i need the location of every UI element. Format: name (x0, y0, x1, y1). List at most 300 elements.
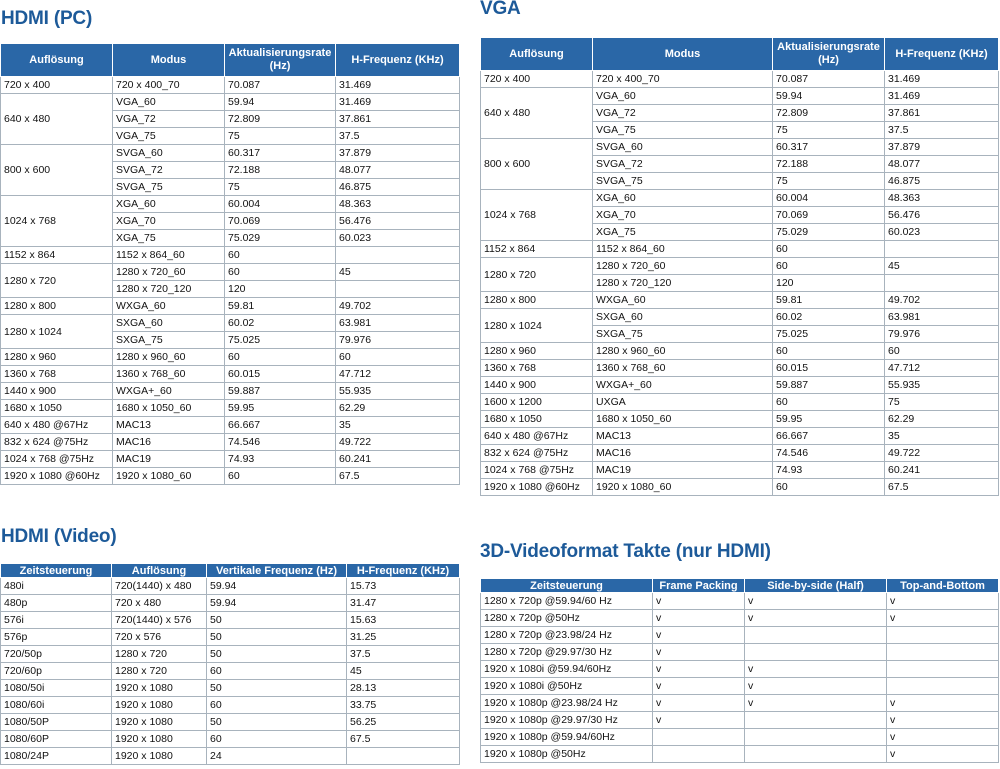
mode-cell: 1280 x 720_60 (113, 264, 225, 281)
h-frequency-cell: 67.5 (336, 468, 460, 485)
header-timing: Zeitsteuerung (1, 564, 112, 578)
h-frequency-cell: 60.241 (885, 462, 999, 479)
table-row (481, 746, 999, 763)
refresh-rate-cell: 75.029 (225, 230, 336, 247)
table-cell: 50 (207, 680, 347, 697)
hdmi-pc-timing-table (0, 43, 460, 485)
table-row (1, 697, 460, 714)
table-cell: v (653, 712, 745, 729)
mode-cell: 1360 x 768_60 (593, 360, 773, 377)
table-cell: v (653, 593, 745, 610)
h-frequency-cell: 47.712 (336, 366, 460, 383)
table-row (481, 360, 999, 377)
mode-cell: XGA_75 (113, 230, 225, 247)
resolution-cell: 832 x 624 @75Hz (481, 445, 593, 462)
mode-cell: 720 x 400_70 (113, 77, 225, 94)
refresh-rate-cell: 75 (225, 128, 336, 145)
table-row (1, 366, 460, 383)
refresh-rate-cell: 70.087 (225, 77, 336, 94)
mode-cell: 1920 x 1080_60 (593, 479, 773, 496)
table-cell: 1280 x 720p @29.97/30 Hz (481, 644, 653, 661)
table-cell: 1920 x 1080i @59.94/60Hz (481, 661, 653, 678)
table-row (481, 258, 999, 275)
refresh-rate-cell: 75.025 (773, 326, 885, 343)
resolution-cell: 1680 x 1050 (1, 400, 113, 417)
h-frequency-cell (885, 275, 999, 292)
refresh-rate-cell: 74.93 (225, 451, 336, 468)
table-row (1, 298, 460, 315)
table-cell: v (887, 610, 999, 627)
refresh-rate-cell: 60 (773, 479, 885, 496)
refresh-rate-cell: 72.809 (773, 105, 885, 122)
mode-cell: MAC16 (593, 445, 773, 462)
table-cell: 576p (1, 629, 112, 646)
refresh-rate-cell: 60.317 (225, 145, 336, 162)
table-cell: 576i (1, 612, 112, 629)
h-frequency-cell: 46.875 (885, 173, 999, 190)
table-cell: 24 (207, 748, 347, 765)
header-refresh-rate: Aktualisierungsrate (Hz) (773, 38, 885, 71)
table-row (481, 88, 999, 105)
refresh-rate-cell: 74.93 (773, 462, 885, 479)
table-cell: 1280 x 720p @50Hz (481, 610, 653, 627)
table-cell (745, 746, 887, 763)
resolution-cell: 1152 x 864 (481, 241, 593, 258)
table-row (1, 578, 460, 595)
vga-timing-table (480, 37, 999, 496)
section-title-vga: VGA (480, 0, 521, 19)
h-frequency-cell: 31.469 (885, 88, 999, 105)
refresh-rate-cell: 60.015 (773, 360, 885, 377)
resolution-cell: 1360 x 768 (1, 366, 113, 383)
table-cell: 67.5 (347, 731, 460, 748)
resolution-cell: 1024 x 768 (481, 190, 593, 241)
h-frequency-cell (336, 247, 460, 264)
refresh-rate-cell: 74.546 (773, 445, 885, 462)
mode-cell: SXGA_60 (593, 309, 773, 326)
table-cell: 480p (1, 595, 112, 612)
table-cell (887, 678, 999, 695)
h-frequency-cell: 45 (885, 258, 999, 275)
table-cell: 720/60p (1, 663, 112, 680)
resolution-cell: 1680 x 1050 (481, 411, 593, 428)
table-row (1, 94, 460, 111)
refresh-rate-cell: 59.887 (773, 377, 885, 394)
mode-cell: 1152 x 864_60 (593, 241, 773, 258)
mode-cell: SXGA_60 (113, 315, 225, 332)
table-row (1, 714, 460, 731)
table-row (1, 315, 460, 332)
h-frequency-cell: 35 (336, 417, 460, 434)
table-cell: 480i (1, 578, 112, 595)
table-cell: 15.63 (347, 612, 460, 629)
h-frequency-cell: 37.5 (885, 122, 999, 139)
h-frequency-cell: 55.935 (336, 383, 460, 400)
table-row (1, 77, 460, 94)
table-row (481, 479, 999, 496)
table-cell: 1920 x 1080 (112, 731, 207, 748)
refresh-rate-cell: 70.069 (225, 213, 336, 230)
table-cell: v (653, 678, 745, 695)
header-mode: Modus (113, 44, 225, 77)
mode-cell: 1152 x 864_60 (113, 247, 225, 264)
mode-cell: VGA_75 (113, 128, 225, 145)
h-frequency-cell: 56.476 (336, 213, 460, 230)
table-cell: v (887, 712, 999, 729)
h-frequency-cell: 79.976 (885, 326, 999, 343)
refresh-rate-cell: 120 (773, 275, 885, 292)
table-row (481, 428, 999, 445)
h-frequency-cell: 46.875 (336, 179, 460, 196)
mode-cell: SVGA_72 (113, 162, 225, 179)
table-row (481, 377, 999, 394)
table-cell: 31.47 (347, 595, 460, 612)
resolution-cell: 1024 x 768 (1, 196, 113, 247)
table-cell: 1280 x 720 (112, 646, 207, 663)
table-row (1, 196, 460, 213)
table-row (1, 595, 460, 612)
resolution-cell: 1920 x 1080 @60Hz (1, 468, 113, 485)
table-row (1, 629, 460, 646)
mode-cell: VGA_72 (113, 111, 225, 128)
refresh-rate-cell: 60.02 (773, 309, 885, 326)
resolution-cell: 640 x 480 @67Hz (1, 417, 113, 434)
header-timing: Zeitsteuerung (481, 579, 653, 593)
table-cell: 720(1440) x 576 (112, 612, 207, 629)
h-frequency-cell (885, 241, 999, 258)
hdmi-video-table-body (1, 578, 460, 765)
h-frequency-cell: 47.712 (885, 360, 999, 377)
resolution-cell: 1440 x 900 (1, 383, 113, 400)
table-row (1, 417, 460, 434)
h-frequency-cell: 48.077 (885, 156, 999, 173)
table-cell: 60 (207, 731, 347, 748)
mode-cell: WXGA_60 (593, 292, 773, 309)
table-row (481, 644, 999, 661)
header-refresh-rate: Aktualisierungsrate (Hz) (225, 44, 336, 77)
hdmi-pc-table-body (1, 77, 460, 485)
table-row (1, 349, 460, 366)
mode-cell: XGA_70 (113, 213, 225, 230)
table-row (481, 309, 999, 326)
refresh-rate-cell: 59.95 (225, 400, 336, 417)
section-title-hdmi-pc: HDMI (PC) (1, 8, 93, 29)
resolution-cell: 1280 x 960 (481, 343, 593, 360)
table-cell: 720 x 576 (112, 629, 207, 646)
table-cell: v (745, 593, 887, 610)
table-cell: 50 (207, 629, 347, 646)
table-row (481, 190, 999, 207)
refresh-rate-cell: 75 (225, 179, 336, 196)
h-frequency-cell: 37.861 (885, 105, 999, 122)
table-cell: 50 (207, 612, 347, 629)
header-h-frequency: H-Frequenz (KHz) (347, 564, 460, 578)
resolution-cell: 1024 x 768 @75Hz (1, 451, 113, 468)
refresh-rate-cell: 74.546 (225, 434, 336, 451)
resolution-cell: 1280 x 720 (1, 264, 113, 298)
table-row (1, 731, 460, 748)
table-row (481, 411, 999, 428)
resolution-cell: 1024 x 768 @75Hz (481, 462, 593, 479)
mode-cell: XGA_60 (593, 190, 773, 207)
header-resolution: Auflösung (481, 38, 593, 71)
table-row (481, 610, 999, 627)
h-frequency-cell: 75 (885, 394, 999, 411)
table-cell: 1920 x 1080i @50Hz (481, 678, 653, 695)
mode-cell: MAC19 (113, 451, 225, 468)
resolution-cell: 1152 x 864 (1, 247, 113, 264)
h-frequency-cell: 37.879 (885, 139, 999, 156)
table-cell: 1280 x 720p @23.98/24 Hz (481, 627, 653, 644)
table-cell: v (653, 627, 745, 644)
table-cell: v (745, 678, 887, 695)
header-resolution: Auflösung (112, 564, 207, 578)
mode-cell: XGA_70 (593, 207, 773, 224)
table-row (481, 462, 999, 479)
table-cell (887, 661, 999, 678)
mode-cell: WXGA+_60 (113, 383, 225, 400)
mode-cell: 1280 x 720_60 (593, 258, 773, 275)
refresh-rate-cell: 59.81 (773, 292, 885, 309)
table-cell (653, 746, 745, 763)
resolution-cell: 720 x 400 (1, 77, 113, 94)
mode-cell: SVGA_60 (593, 139, 773, 156)
table-row (1, 468, 460, 485)
table-row (481, 729, 999, 746)
table-row (1, 663, 460, 680)
mode-cell: VGA_72 (593, 105, 773, 122)
resolution-cell: 640 x 480 @67Hz (481, 428, 593, 445)
refresh-rate-cell: 75 (773, 122, 885, 139)
table-row (1, 680, 460, 697)
mode-cell: WXGA+_60 (593, 377, 773, 394)
refresh-rate-cell: 60.015 (225, 366, 336, 383)
refresh-rate-cell: 59.94 (225, 94, 336, 111)
table-row (1, 451, 460, 468)
mode-cell: MAC16 (113, 434, 225, 451)
h-frequency-cell: 63.981 (885, 309, 999, 326)
table-row (1, 434, 460, 451)
refresh-rate-cell: 60.02 (225, 315, 336, 332)
h-frequency-cell: 60.023 (336, 230, 460, 247)
table-cell: 720 x 480 (112, 595, 207, 612)
header-resolution: Auflösung (1, 44, 113, 77)
table-row (1, 264, 460, 281)
table-cell (745, 712, 887, 729)
h-frequency-cell: 62.29 (336, 400, 460, 417)
table-cell: 28.13 (347, 680, 460, 697)
mode-cell: 1280 x 960_60 (593, 343, 773, 360)
h-frequency-cell: 35 (885, 428, 999, 445)
table-cell (347, 748, 460, 765)
table-cell: 1080/24P (1, 748, 112, 765)
table-row (481, 343, 999, 360)
table-cell: 50 (207, 714, 347, 731)
table-cell: 1280 x 720 (112, 663, 207, 680)
table-cell: v (653, 695, 745, 712)
table-row (481, 627, 999, 644)
table-cell: 720/50p (1, 646, 112, 663)
vga-table-body (481, 71, 999, 496)
table-row (1, 383, 460, 400)
table-cell: v (745, 695, 887, 712)
table-cell: 1920 x 1080 (112, 680, 207, 697)
h-frequency-cell: 60.023 (885, 224, 999, 241)
refresh-rate-cell: 60 (773, 343, 885, 360)
mode-cell: 1920 x 1080_60 (113, 468, 225, 485)
refresh-rate-cell: 72.809 (225, 111, 336, 128)
table-row (1, 400, 460, 417)
table-cell: 1080/60P (1, 731, 112, 748)
h-frequency-cell: 56.476 (885, 207, 999, 224)
h-frequency-cell: 48.077 (336, 162, 460, 179)
table-cell: 1920 x 1080 (112, 697, 207, 714)
table-cell: v (887, 729, 999, 746)
h-frequency-cell: 67.5 (885, 479, 999, 496)
section-title-hdmi-video: HDMI (Video) (1, 526, 117, 547)
resolution-cell: 832 x 624 @75Hz (1, 434, 113, 451)
table-cell: 1920 x 1080p @23.98/24 Hz (481, 695, 653, 712)
table-cell (887, 644, 999, 661)
table-cell: 1920 x 1080p @29.97/30 Hz (481, 712, 653, 729)
mode-cell: SVGA_60 (113, 145, 225, 162)
h-frequency-cell: 62.29 (885, 411, 999, 428)
refresh-rate-cell: 75 (773, 173, 885, 190)
refresh-rate-cell: 75.025 (225, 332, 336, 349)
hdmi-video-timing-table (0, 563, 460, 765)
resolution-cell: 800 x 600 (481, 139, 593, 190)
header-frame-packing: Frame Packing (653, 579, 745, 593)
h-frequency-cell: 49.722 (336, 434, 460, 451)
mode-cell: SVGA_75 (113, 179, 225, 196)
mode-cell: 1680 x 1050_60 (593, 411, 773, 428)
table-cell: v (745, 661, 887, 678)
h-frequency-cell: 37.879 (336, 145, 460, 162)
refresh-rate-cell: 60 (225, 264, 336, 281)
refresh-rate-cell: 66.667 (225, 417, 336, 434)
refresh-rate-cell: 66.667 (773, 428, 885, 445)
refresh-rate-cell: 75.029 (773, 224, 885, 241)
h-frequency-cell: 60 (336, 349, 460, 366)
table-cell: 31.25 (347, 629, 460, 646)
table-cell (745, 729, 887, 746)
table-cell: v (745, 610, 887, 627)
h-frequency-cell: 31.469 (885, 71, 999, 88)
h-frequency-cell: 31.469 (336, 94, 460, 111)
table-row (1, 145, 460, 162)
mode-cell: 1360 x 768_60 (113, 366, 225, 383)
table-cell (745, 644, 887, 661)
table-cell: 50 (207, 646, 347, 663)
refresh-rate-cell: 60 (225, 468, 336, 485)
refresh-rate-cell: 60 (773, 258, 885, 275)
mode-cell: VGA_60 (593, 88, 773, 105)
table-row (1, 748, 460, 765)
resolution-cell: 1920 x 1080 @60Hz (481, 479, 593, 496)
mode-cell: 1280 x 720_120 (593, 275, 773, 292)
table-row (481, 71, 999, 88)
refresh-rate-cell: 120 (225, 281, 336, 298)
refresh-rate-cell: 60 (773, 241, 885, 258)
mode-cell: MAC19 (593, 462, 773, 479)
refresh-rate-cell: 70.069 (773, 207, 885, 224)
mode-cell: MAC13 (593, 428, 773, 445)
section-title-3d-video: 3D-Videoformat Takte (nur HDMI) (480, 541, 771, 562)
table-cell: 15.73 (347, 578, 460, 595)
h-frequency-cell: 60 (885, 343, 999, 360)
table-cell: 1080/50P (1, 714, 112, 731)
table-cell: v (887, 746, 999, 763)
table-row (481, 712, 999, 729)
header-h-frequency: H-Frequenz (KHz) (885, 38, 999, 71)
resolution-cell: 640 x 480 (481, 88, 593, 139)
refresh-rate-cell: 59.81 (225, 298, 336, 315)
table-row (481, 394, 999, 411)
3d-video-table-body (481, 593, 999, 763)
mode-cell: MAC13 (113, 417, 225, 434)
table-cell: v (653, 661, 745, 678)
h-frequency-cell: 31.469 (336, 77, 460, 94)
h-frequency-cell: 37.861 (336, 111, 460, 128)
mode-cell: SXGA_75 (113, 332, 225, 349)
3d-video-format-table (480, 578, 999, 763)
refresh-rate-cell: 59.887 (225, 383, 336, 400)
h-frequency-cell: 48.363 (885, 190, 999, 207)
table-row (481, 661, 999, 678)
refresh-rate-cell: 59.95 (773, 411, 885, 428)
h-frequency-cell (336, 281, 460, 298)
table-cell: 45 (347, 663, 460, 680)
resolution-cell: 1280 x 720 (481, 258, 593, 292)
h-frequency-cell: 63.981 (336, 315, 460, 332)
header-vertical-frequency: Vertikale Frequenz (Hz) (207, 564, 347, 578)
mode-cell: XGA_75 (593, 224, 773, 241)
refresh-rate-cell: 60 (225, 349, 336, 366)
table-cell (887, 627, 999, 644)
h-frequency-cell: 79.976 (336, 332, 460, 349)
refresh-rate-cell: 70.087 (773, 71, 885, 88)
h-frequency-cell: 49.702 (885, 292, 999, 309)
refresh-rate-cell: 60.004 (225, 196, 336, 213)
mode-cell: VGA_60 (113, 94, 225, 111)
table-cell: 1920 x 1080 (112, 748, 207, 765)
mode-cell: 1280 x 960_60 (113, 349, 225, 366)
table-cell: 1080/60i (1, 697, 112, 714)
table-row (481, 445, 999, 462)
header-mode: Modus (593, 38, 773, 71)
table-row (481, 292, 999, 309)
table-cell: 59.94 (207, 578, 347, 595)
refresh-rate-cell: 60 (225, 247, 336, 264)
table-cell: 59.94 (207, 595, 347, 612)
resolution-cell: 1280 x 960 (1, 349, 113, 366)
resolution-cell: 1280 x 1024 (1, 315, 113, 349)
header-side-by-side: Side-by-side (Half) (745, 579, 887, 593)
table-row (481, 241, 999, 258)
h-frequency-cell: 55.935 (885, 377, 999, 394)
refresh-rate-cell: 72.188 (773, 156, 885, 173)
mode-cell: 1680 x 1050_60 (113, 400, 225, 417)
mode-cell: SXGA_75 (593, 326, 773, 343)
resolution-cell: 1280 x 800 (1, 298, 113, 315)
table-cell: 60 (207, 663, 347, 680)
table-row (481, 593, 999, 610)
h-frequency-cell: 60.241 (336, 451, 460, 468)
table-row (481, 678, 999, 695)
table-row (481, 139, 999, 156)
mode-cell: 1280 x 720_120 (113, 281, 225, 298)
resolution-cell: 1280 x 800 (481, 292, 593, 309)
